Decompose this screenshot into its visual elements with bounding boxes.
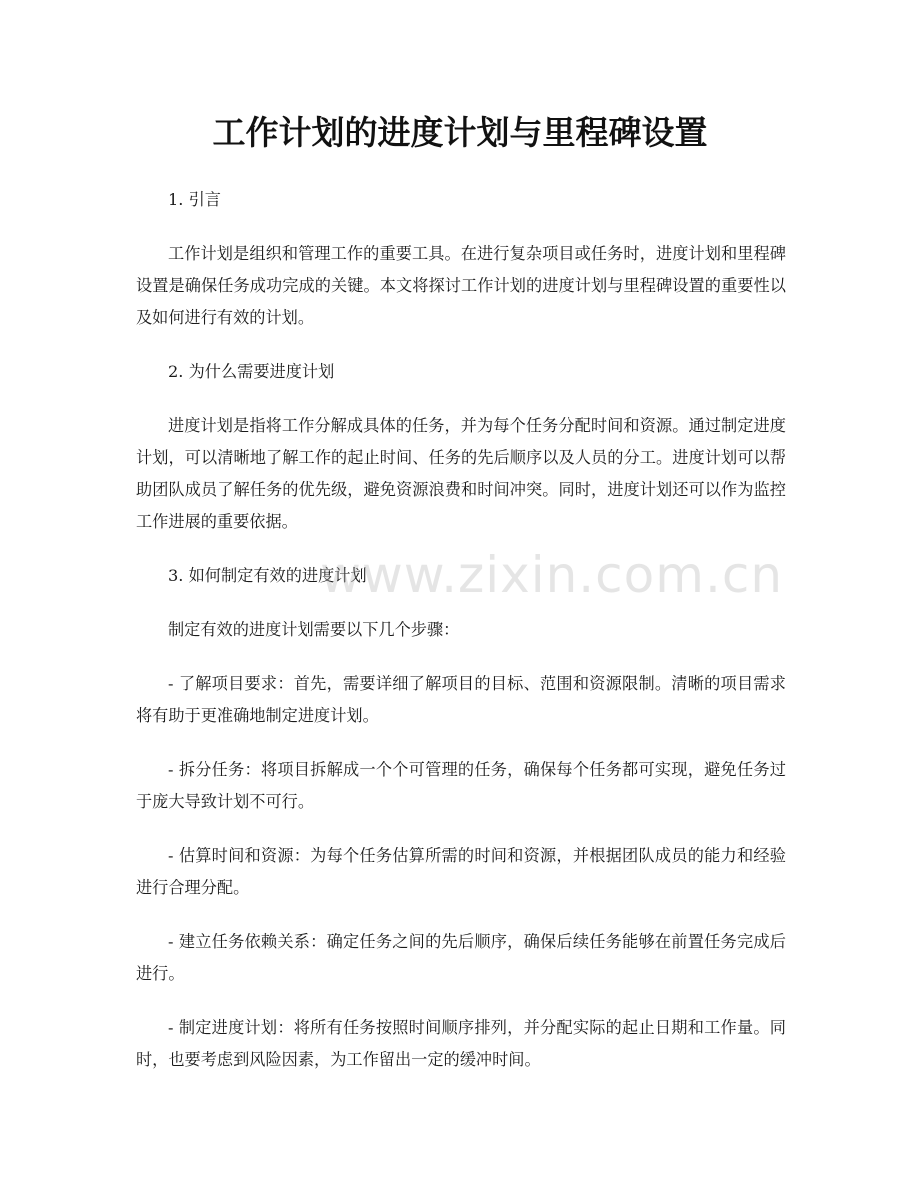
document-title: 工作计划的进度计划与里程碑设置	[212, 113, 708, 152]
list-item: - 制定进度计划：将所有任务按照时间顺序排列，并分配实际的起止日期和工作量。同时，也要考虑到风险因素，为工作留出一定的缓冲时间。	[136, 1018, 786, 1069]
document-body	[136, 184, 786, 1098]
list-item: - 了解项目要求：首先，需要详细了解项目的目标、范围和资源限制。清晰的项目需求将有助于更准确地制定进度计划。	[136, 674, 786, 725]
watermark: www.zixin.com.cn	[320, 546, 784, 604]
paragraph: 制定有效的进度计划需要以下几个步骤：	[168, 620, 460, 639]
section-heading-intro: 1. 引言	[168, 190, 221, 209]
paragraph: 工作计划是组织和管理工作的重要工具。在进行复杂项目或任务时，进度计划和里程碑设置是确保任务成功完成的关键。本文将探讨工作计划的进度计划与里程碑设置的重要性以及如何进行有效的计划。	[136, 244, 786, 327]
paragraph: 进度计划是指将工作分解成具体的任务，并为每个任务分配时间和资源。通过制定进度计划，可以清晰地了解工作的起止时间、任务的先后顺序以及人员的分工。进度计划可以帮助团队成员了解任务的优先级，避免资源浪费和时间冲突。同时，进度计划还可以作为监控工作进展的重要依据。	[136, 416, 786, 531]
section-heading-why: 2. 为什么需要进度计划	[168, 362, 335, 381]
section-heading-how: 3. 如何制定有效的进度计划	[168, 566, 367, 585]
list-item: - 拆分任务：将项目拆解成一个个可管理的任务，确保每个任务都可实现，避免任务过于庞大导致计划不可行。	[136, 760, 786, 811]
list-item: - 建立任务依赖关系：确定任务之间的先后顺序，确保后续任务能够在前置任务完成后进行。	[136, 932, 786, 983]
list-item: - 估算时间和资源：为每个任务估算所需的时间和资源，并根据团队成员的能力和经验进行合理分配。	[136, 846, 786, 897]
